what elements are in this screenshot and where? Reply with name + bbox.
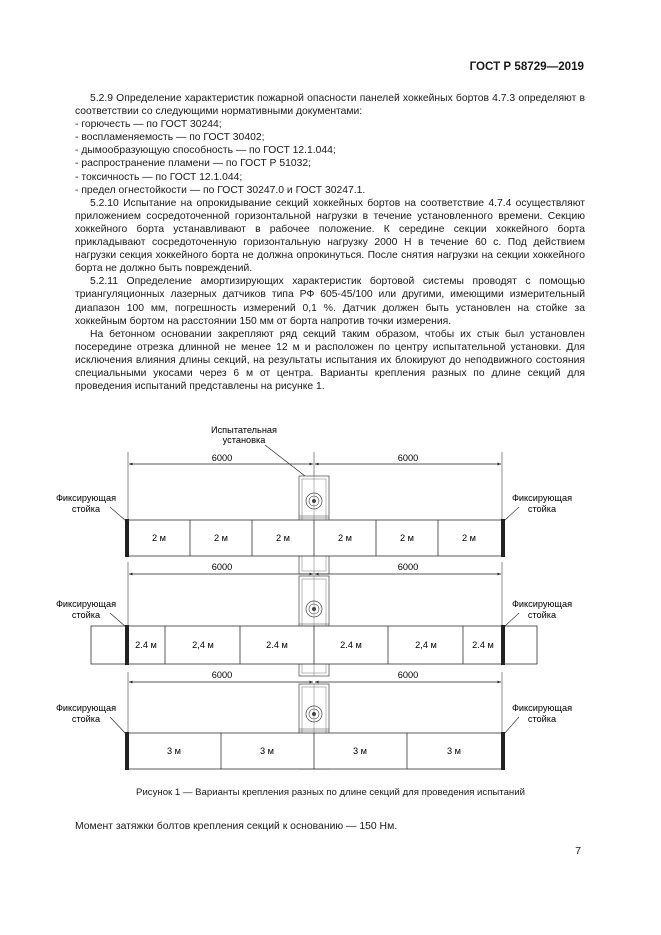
section-label: 2.4 м bbox=[472, 640, 494, 650]
fixing-post-right bbox=[501, 625, 505, 665]
dimension-right-label: 6000 bbox=[397, 562, 419, 572]
dimension-right-label: 6000 bbox=[397, 670, 419, 680]
fixing-post-label: Фиксирующая bbox=[511, 703, 573, 713]
figure-caption: Рисунок 1 — Варианты крепления разных по длине секций для проведения испытаний bbox=[136, 787, 525, 798]
list-item: - дымообразующую способность — по ГОСТ 12.1.044; bbox=[75, 145, 336, 157]
fixing-post-label: стойка bbox=[71, 714, 101, 724]
list-item: - предел огнестойкости — по ГОСТ 30247.0 и ГОСТ 30247.1. bbox=[75, 184, 366, 196]
section-label: 2 м bbox=[152, 533, 166, 543]
list-item: - горючесть — по ГОСТ 30244; bbox=[75, 119, 222, 131]
document-code: ГОСТ Р 58729—2019 bbox=[469, 60, 584, 73]
paragraph-5-2-10: 5.2.10 Испытание на опрокидывание секций хоккейных бортов на соответствие 4.7.4 осуществляют приложением сосредоточенной горизонтальной нагрузки в течение установленного времени. Секцию хоккейного борта устанавливают в рабочее положение. К середине секции хоккейного борта прикладывают сосредоточенную горизонтальную нагрузку 2000 Н в течение 60 с. Под действием нагрузки секция хоккейного борта не должна опрокинуться. После снятия нагрузки на секции хоккейного борта не должно быть повреждений. bbox=[75, 197, 585, 275]
section-label: 2,4 м bbox=[415, 640, 437, 650]
fixing-post-right bbox=[501, 732, 505, 770]
paragraph-5-2-9: 5.2.9 Определение характеристик пожарной опасности панелей хоккейных бортов 4.7.3 определяют в соответствии со следующими нормативными документами: bbox=[75, 93, 585, 118]
fixing-post-label: стойка bbox=[71, 504, 101, 514]
fixing-post-label: Фиксирующая bbox=[55, 493, 117, 503]
row-2-4m bbox=[56, 562, 572, 676]
test-rig-label-2: установка bbox=[222, 435, 266, 445]
fixing-post-label: Фиксирующая bbox=[511, 599, 573, 609]
fixing-post-label: Фиксирующая bbox=[511, 493, 573, 503]
fixing-post-left bbox=[125, 625, 129, 665]
dimension-right-label: 6000 bbox=[397, 453, 419, 463]
fixing-post-label: стойка bbox=[71, 610, 101, 620]
paragraph-5-2-11: 5.2.11 Определение амортизирующих характеристик бортовой системы проводят с помощью триангуляционных лазерных датчиков типа РФ 605-45/100 или другими, имеющими измерительный диапазон 100 мм, погрешность измерений 0,1 %. Датчик должен быть установлен на стойке за хоккейным бортом на расстоянии 150 мм от борта напротив точки измерения. bbox=[75, 276, 585, 327]
fixing-post-right bbox=[501, 519, 505, 557]
dimension-left-label: 6000 bbox=[211, 453, 233, 463]
test-rig-label: Испытательная bbox=[210, 425, 278, 435]
section-label: 2 м bbox=[338, 533, 352, 543]
section-label: 2.4 м bbox=[266, 640, 288, 650]
fixing-post-label: Фиксирующая bbox=[55, 703, 117, 713]
fixing-post-label: стойка bbox=[527, 610, 557, 620]
section-label: 2 м bbox=[214, 533, 228, 543]
fixing-post-label: стойка bbox=[527, 504, 557, 514]
section-label: 2,4 м bbox=[192, 640, 214, 650]
list-item: - воспламеняемость — по ГОСТ 30402; bbox=[75, 132, 265, 144]
paragraph-base: На бетонном основании закрепляют ряд секций таким образом, чтобы их стык был установлен посередине отрезка длинной не менее 12 м и расположен по центру испытательной установки. Для исключения влияния длины секций, на результаты испытания их блокируют до неподвижного состояния специальными укосами через 6 м от центра. Варианты крепления разных по длине секций для проведения испытаний представлены на рисунке 1. bbox=[75, 328, 585, 393]
fixing-post-label: стойка bbox=[527, 714, 557, 724]
section-label: 2 м bbox=[276, 533, 290, 543]
row-2m bbox=[56, 452, 572, 574]
figure-1-diagram bbox=[0, 400, 661, 785]
list-item: - токсичность — по ГОСТ 12.1.044; bbox=[75, 171, 243, 183]
list-item: - распространение пламени — по ГОСТ Р 51032; bbox=[75, 158, 311, 170]
row-3m bbox=[56, 670, 572, 770]
section-label: 3 м bbox=[447, 746, 461, 756]
section-label: 2.4 м bbox=[135, 640, 157, 650]
page-number: 7 bbox=[575, 846, 581, 857]
section-label: 2.4 м bbox=[340, 640, 362, 650]
torque-note: Момент затяжки болтов крепления секций к основанию — 150 Нм. bbox=[75, 821, 398, 832]
section-label: 2 м bbox=[462, 533, 476, 543]
fixing-post-label: Фиксирующая bbox=[55, 599, 117, 609]
fixing-post-left bbox=[125, 519, 129, 557]
dimension-left-label: 6000 bbox=[211, 562, 233, 572]
test-rig-leader bbox=[265, 445, 305, 476]
section-label: 3 м bbox=[353, 746, 367, 756]
section-label: 3 м bbox=[167, 746, 181, 756]
standards-list bbox=[75, 118, 585, 197]
dimension-left-label: 6000 bbox=[211, 670, 233, 680]
section-label: 2 м bbox=[400, 533, 414, 543]
section-label: 3 м bbox=[260, 746, 274, 756]
fixing-post-left bbox=[125, 732, 129, 770]
body-text bbox=[75, 92, 585, 393]
